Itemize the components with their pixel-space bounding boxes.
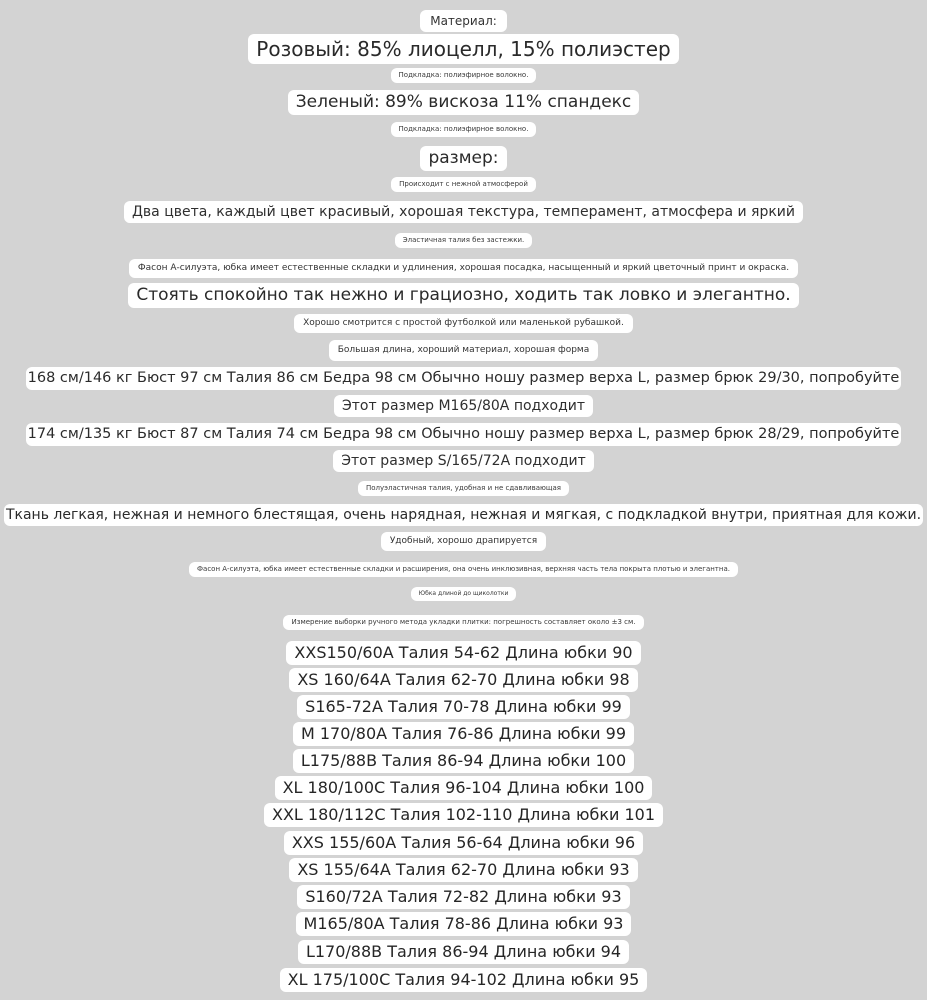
fabric-text: Ткань легкая, нежная и немного блестящая, очень нарядная, нежная и мягкая, с подкладкой внутри, приятная для кожи. — [4, 504, 923, 526]
two-colors-text: Два цвета, каждый цвет красивый, хорошая текстура, темперамент, атмосфера и яркий — [124, 201, 803, 223]
skirt-length-note: Юбка длиной до щиколотки — [411, 587, 517, 601]
elastic-waist-note: Эластичная талия без застежки. — [395, 233, 533, 248]
size-row: XS 160/64A Талия 62-70 Длина юбки 98 — [289, 668, 637, 692]
pink-composition: Розовый: 85% лиоцелл, 15% полиэстер — [248, 34, 678, 64]
model-2-measurements: 174 см/135 кг Бюст 87 см Талия 74 см Бедра 98 см Обычно ношу размер верха L, размер брюк 28/29, попробуйте — [26, 423, 902, 446]
size-heading: размер: — [420, 146, 506, 171]
size-row: XXS 155/60A Талия 56-64 Длина юбки 96 — [284, 831, 643, 855]
size-row: XS 155/64A Талия 62-70 Длина юбки 93 — [289, 858, 637, 882]
comfortable-text: Удобный, хорошо драпируется — [381, 532, 546, 551]
model-1-measurements: 168 см/146 кг Бюст 97 см Талия 86 см Бедра 98 см Обычно ношу размер верха L, размер брюк 29/30, попробуйте — [26, 367, 902, 390]
size-row: S160/72A Талия 72-82 Длина юбки 93 — [297, 885, 629, 909]
size-row: XL 180/100C Талия 96-104 Длина юбки 100 — [275, 776, 653, 800]
measurement-note: Измерение выборки ручного метода укладки плитки: погрешность составляет около ±3 см. — [283, 615, 643, 630]
size-row: L175/88B Талия 86-94 Длина юбки 100 — [293, 749, 634, 773]
a-line-inclusive-text: Фасон А-силуэта, юбка имеет естественные складки и расширения, она очень инклюзивная, верхняя часть тела покрыта плотью и элегантна. — [189, 562, 738, 577]
size-row: XL 175/100C Талия 94-102 Длина юбки 95 — [280, 968, 648, 992]
semi-elastic-note: Полуэластичная талия, удобная и не сдавливающая — [358, 481, 569, 496]
stand-walk-text: Стоять спокойно так нежно и грациозно, ходить так ловко и элегантно. — [128, 283, 798, 308]
size-row: S165-72A Талия 70-78 Длина юбки 99 — [297, 695, 630, 719]
size-row: L170/88B Талия 86-94 Длина юбки 94 — [298, 940, 629, 964]
material-heading: Материал: — [420, 10, 507, 32]
size-row: XXL 180/112C Талия 102-110 Длина юбки 101 — [264, 803, 663, 827]
atmosphere-note: Происходит с нежной атмосферой — [391, 177, 536, 192]
model-1-size: Этот размер M165/80A подходит — [334, 395, 593, 417]
model-2-size: Этот размер S/165/72A подходит — [333, 450, 594, 472]
size-row: XXS150/60A Талия 54-62 Длина юбки 90 — [286, 641, 640, 665]
size-row: M 170/80A Талия 76-86 Длина юбки 99 — [293, 722, 634, 746]
a-line-description: Фасон А-силуэта, юбка имеет естественные складки и удлинения, хорошая посадка, насыщенный и яркий цветочный принт и окраска. — [129, 259, 798, 278]
lining-note: Подкладка: полиэфирное волокно. — [391, 122, 537, 137]
green-composition: Зеленый: 89% вискоза 11% спандекс — [288, 90, 640, 115]
size-row: M165/80A Талия 78-86 Длина юбки 93 — [296, 912, 632, 936]
long-length-text: Большая длина, хороший материал, хорошая форма — [329, 340, 599, 361]
lining-note: Подкладка: полиэфирное волокно. — [391, 68, 537, 83]
looks-good-text: Хорошо смотрится с простой футболкой или маленькой рубашкой. — [294, 314, 633, 333]
